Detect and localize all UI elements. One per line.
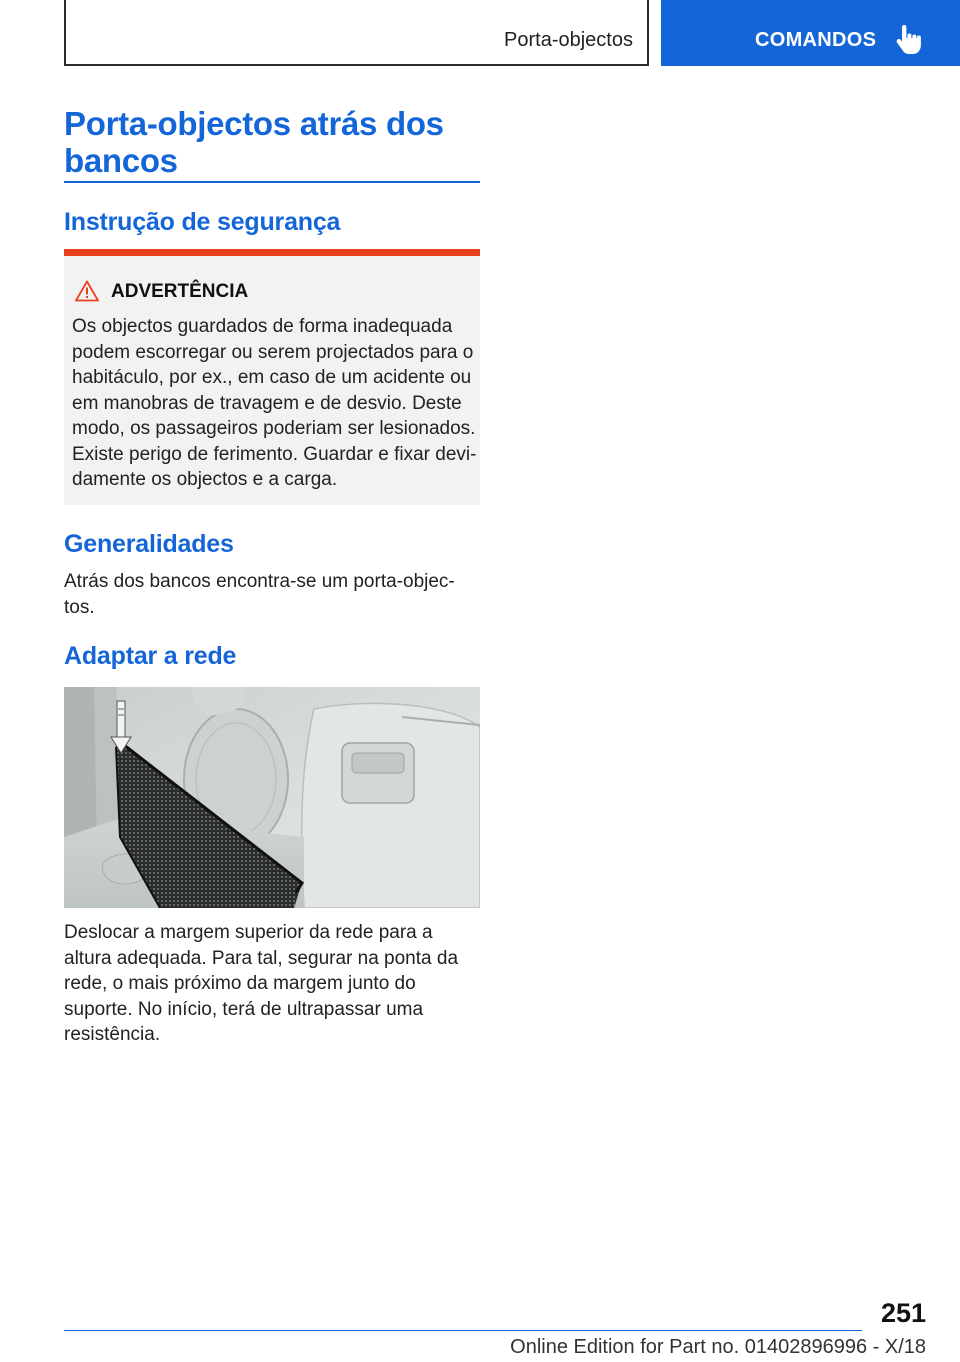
cargo-net-illustration (64, 687, 480, 908)
header-section-box (64, 0, 649, 66)
adapt-text: Deslocar a margem superior da rede para a altura adequada. Para tal, segurar na ponta da rede, o mais próximo da margem junto do suporte. No início, terá de ultrapassar uma resistência. (64, 922, 459, 1045)
header-section-title: Porta-objectos (504, 29, 633, 51)
general-text: Atrás dos bancos encontra-se um porta-objec-tos. (64, 571, 455, 618)
page-title: Porta-objectos atrás dos bancos (64, 105, 444, 179)
net-adjustment-figure (64, 687, 480, 908)
warning-label: ADVERTÊNCIA (111, 281, 249, 302)
title-divider (64, 181, 480, 183)
general-heading: Generalidades (64, 530, 234, 558)
page-number: 251 (880, 1298, 926, 1328)
warning-triangle-icon (75, 280, 99, 302)
pointing-hand-icon (895, 25, 921, 55)
warning-box (64, 249, 480, 505)
safety-heading: Instrução de segurança (64, 208, 341, 236)
chapter-label: COMANDOS (755, 29, 877, 51)
footer-divider (64, 1330, 862, 1331)
chapter-tab[interactable] (661, 0, 960, 66)
adapt-heading: Adaptar a rede (64, 642, 237, 670)
warning-text: Os objectos guardados de forma inadequada podem escorregar ou serem projectados para o habitáculo, por ex., em caso de um acidente ou em manobras de travagem e de desvio. Deste modo, os passageiros poderiam ser lesionados. Existe perigo de ferimento. Guardar e fixar devi-damente os objectos e a carga. (72, 316, 477, 490)
edition-text: Online Edition for Part no. 01402896996 - X/18 (510, 1336, 926, 1358)
